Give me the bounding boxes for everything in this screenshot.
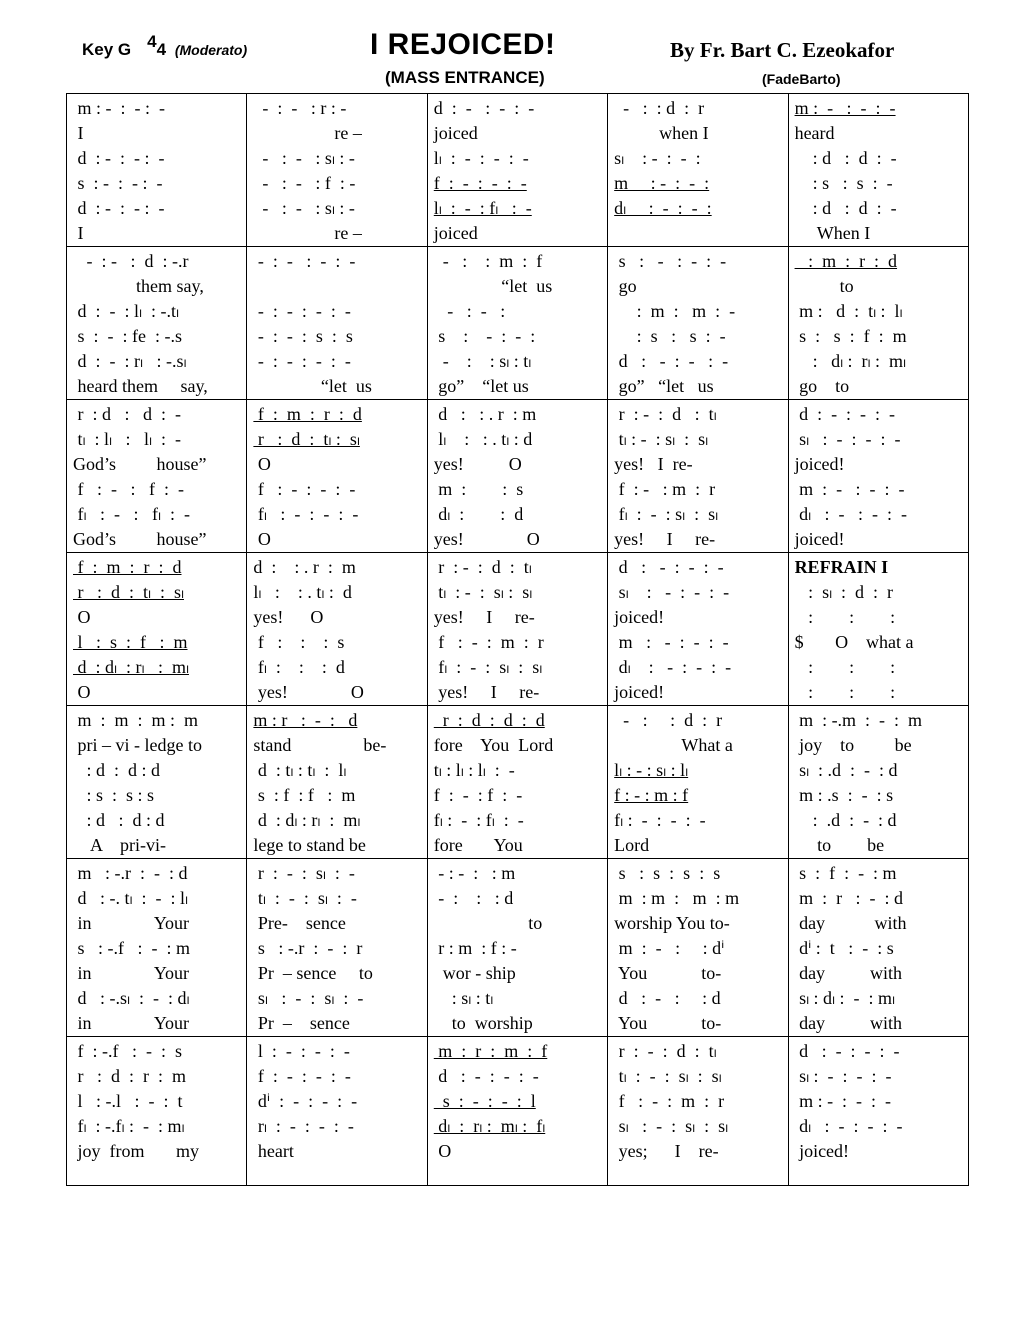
measure-cell (247, 400, 427, 553)
notation-line: Pr – sence to (253, 963, 373, 983)
notation-line: f : -.f : - : s (73, 1041, 182, 1061)
notation-line: fₗ : : : d (253, 657, 345, 677)
notation-line: fore You Lord (433, 735, 554, 755)
notation-line: - : - : (433, 301, 506, 321)
notation-line: sₗ : dₗ : - : mₗ (794, 988, 896, 1008)
notation-line: Lord (614, 835, 650, 855)
notation-line: r : - : sₗ : - (253, 863, 355, 883)
notation-line: lₗ : - : - : - (433, 148, 529, 168)
notation-line: heart (253, 1141, 294, 1161)
notation-line: in Your (73, 963, 190, 983)
notation-line: dₗ : : d (433, 504, 524, 524)
notation-line: fₗ : - : - : - (253, 504, 359, 524)
notation-line: d : - : - : - (73, 148, 165, 168)
notation-line: O (253, 454, 271, 474)
measure-cell (67, 706, 247, 859)
notation-line: O (253, 529, 271, 549)
composer-handle: (FadeBarto) (762, 71, 841, 87)
notation-line: d : - : - : - (794, 404, 896, 424)
key-signature (82, 32, 248, 60)
measure-cell (427, 859, 607, 1037)
notation-line: heard them say, (73, 376, 208, 396)
notation-line: Pr – sence (253, 1013, 350, 1033)
notation-line: f : - : m : r (614, 479, 716, 499)
notation-line: f : - : f : - (73, 479, 184, 499)
notation-line: r : m : f : - (433, 938, 517, 958)
notation-line: yes! I re- (433, 682, 540, 702)
notation-line: - : - : r : - (253, 98, 347, 118)
notation-line: r : d : d : d (433, 710, 545, 730)
notation-line: joiced! (794, 454, 845, 474)
measure-cell (67, 247, 247, 400)
notation-line: r : - : d : tₗ (614, 404, 717, 424)
measure-cell (427, 706, 607, 859)
score-row (67, 859, 969, 1037)
notation-line: l : -.l : - : t (73, 1091, 183, 1111)
score-row (67, 706, 969, 859)
notation-line: wor - ship (433, 963, 516, 983)
notation-line: m : d : tₗ : lₗ (794, 301, 903, 321)
notation-line: fₗ : - : sₗ : sₗ (433, 657, 543, 677)
notation-line: joy to be (794, 735, 912, 755)
notation-line: : : : (794, 682, 896, 702)
notation-line: f : : : s (253, 632, 345, 652)
notation-line: f : m : r : d (73, 557, 182, 577)
notation-line: d : - : - : - (614, 557, 724, 577)
notation-line: them say, (73, 276, 204, 296)
notation-line: A pri-vi- (73, 835, 166, 855)
measure-cell (247, 706, 427, 859)
notation-line: go” “let us (614, 376, 714, 396)
notation-line: s : s : f : m (794, 326, 907, 346)
notation-line: : sₗ : tₗ (433, 988, 494, 1008)
measure-cell (67, 400, 247, 553)
notation-line: dₗ : - : - : - (794, 504, 908, 524)
notation-line: m : : s (433, 479, 524, 499)
notation-line: God’s house” (73, 529, 207, 549)
notation-line: joiced! (614, 682, 665, 702)
notation-line: : d : d : - (794, 198, 897, 218)
notation-line: lege to stand be (253, 835, 366, 855)
notation-line (614, 221, 787, 246)
notation-line: s : - : - : l (433, 1091, 536, 1111)
notation-line: fₗ : - : fₗ : - (73, 504, 190, 524)
notation-line: $ O what a (794, 632, 914, 652)
measure-cell (608, 1037, 788, 1186)
notation-line: You to- (614, 1013, 722, 1033)
notation-line: : : : (794, 607, 896, 627)
notation-line: f : - : m : f (614, 785, 689, 805)
notation-line: sₗ : - : - : - (614, 582, 730, 602)
notation-line: when I (614, 123, 709, 143)
notation-line: fₗ : -.fₗ : - : mₗ (73, 1116, 185, 1136)
notation-line: : d : d : d (73, 810, 165, 830)
notation-line: fore You (433, 835, 523, 855)
score-row (67, 247, 969, 400)
notation-line: day with (794, 1013, 903, 1033)
notation-line: m : .s : - : s (794, 785, 894, 805)
measure-cell (788, 1037, 968, 1186)
notation-line: f : - : m : r (614, 1091, 725, 1111)
notation-line: day with (794, 963, 903, 983)
notation-line: - : : m : f (433, 251, 543, 271)
notation-line: m : m : m : m (73, 710, 199, 730)
notation-line: s : f : - : m (794, 863, 897, 883)
measure-cell (608, 400, 788, 553)
notation-line: f : - : - : - (433, 173, 527, 193)
notation-line: yes! O (433, 454, 522, 474)
notation-line: go” “let us (433, 376, 529, 396)
notation-line: dⁱ : - : - : - (253, 1091, 358, 1111)
measure-cell (247, 94, 427, 247)
notation-line: s : -.f : - : m (73, 938, 190, 958)
measure-cell (427, 94, 607, 247)
notation-line: in Your (73, 913, 190, 933)
notation-line: m : - : - : - (73, 98, 165, 118)
notation-line: yes! I re- (433, 607, 535, 627)
measure-cell (247, 1037, 427, 1186)
measure-cell (788, 400, 968, 553)
notation-line: : m : m : - (614, 301, 736, 321)
notation-line: f : - : m : r (433, 632, 544, 652)
notation-line: r : d : tₗ : sₗ (73, 582, 184, 602)
notation-line: tₗ : - : sₗ : - (253, 888, 357, 908)
score-row (67, 94, 969, 247)
notation-line: r : d : r : m (73, 1066, 186, 1086)
score-row (67, 400, 969, 553)
notation-line: tₗ : - : sₗ : sₗ (614, 429, 709, 449)
notation-line: “let us (253, 376, 372, 396)
notation-line: r : d : d : - (73, 404, 181, 424)
notation-line: r : - : d : tₗ (433, 557, 532, 577)
notation-line: joiced (433, 223, 478, 243)
notation-line: d : -.sₗ : - : dₗ (73, 988, 190, 1008)
notation-line: - : - : - : - (253, 301, 351, 321)
notation-line (253, 274, 426, 299)
notation-line: go to (794, 376, 850, 396)
notation-line: m : r : m : f (433, 1041, 548, 1061)
notation-line: d : - : - : - (433, 98, 535, 118)
score-grid (66, 93, 969, 1186)
notation-line: - : - : d : -.r (73, 251, 189, 271)
notation-line: heard (794, 123, 835, 143)
measure-cell (427, 1037, 607, 1186)
notation-line: lₗ : - : sₗ : lₗ (614, 760, 689, 780)
composer-credit: By Fr. Bart C. Ezeokafor (670, 38, 895, 62)
measure-cell (67, 553, 247, 706)
notation-line: r : d : tₗ : sₗ (253, 429, 360, 449)
notation-line: tₗ : - : sₗ : sₗ (614, 1066, 722, 1086)
notation-line: yes! O (433, 529, 540, 549)
measure-cell (608, 247, 788, 400)
notation-line: s : - : - : (433, 326, 536, 346)
notation-line: joiced! (794, 1141, 850, 1161)
notation-line: sₗ : - : - : - (794, 429, 901, 449)
song-title: I REJOICED! (370, 28, 556, 61)
measure-cell (427, 247, 607, 400)
song-subtitle: (MASS ENTRANCE) (385, 68, 545, 87)
notation-line: m : - : - : - (794, 98, 896, 118)
key-label: Key G (82, 40, 132, 59)
notation-line: dₗ : - : - : - (614, 657, 732, 677)
notation-line: day with (794, 913, 907, 933)
notation-line: m : - : - : - (794, 1091, 892, 1111)
notation-line: d : - : - : - (433, 1066, 539, 1086)
notation-line: “let us (433, 276, 553, 296)
notation-line: : d : d : - (794, 148, 897, 168)
notation-line: dₗ : - : - : - (794, 1116, 903, 1136)
measure-cell (608, 859, 788, 1037)
notation-line: sₗ : - : - : - (794, 1066, 892, 1086)
notation-line: d : - : lₗ : -.tₗ (73, 301, 179, 321)
measure-cell (247, 859, 427, 1037)
notation-line: fₗ : - : sₗ : sₗ (614, 504, 719, 524)
notation-line: s : - : fe : -.s (73, 326, 182, 346)
notation-line: d : - : - : - (614, 351, 729, 371)
notation-line: O (73, 607, 91, 627)
measure-cell (427, 553, 607, 706)
notation-line: dₗ : - : - : (614, 198, 712, 218)
notation-line: When I (794, 223, 871, 243)
notation-line: : sₗ : d : r (794, 582, 894, 602)
notation-line: rₗ : - : - : - (253, 1116, 354, 1136)
notation-line: to worship (433, 1013, 533, 1033)
notation-line: f : m : r : d (253, 404, 362, 424)
notation-line: fₗ : - : - : - (614, 810, 706, 830)
notation-line: What a (614, 735, 733, 755)
notation-line: O (433, 1141, 452, 1161)
notation-line: - : - : sₗ : - (253, 148, 355, 168)
notation-line: d : tₗ : tₗ : lₗ (253, 760, 347, 780)
measure-cell (608, 706, 788, 859)
score-row (67, 553, 969, 706)
score-row (67, 1037, 969, 1186)
time-signature-top: 4 (147, 32, 157, 51)
notation-line: Pre- sence (253, 913, 346, 933)
notation-line: l : - : - : - (253, 1041, 350, 1061)
notation-line: m : - : - : - (614, 632, 729, 652)
notation-line: sₗ : - : sₗ : sₗ (614, 1116, 729, 1136)
notation-line: f : - : - : - (253, 479, 356, 499)
notation-line: - : - : sₗ : - (253, 198, 355, 218)
notation-line: to be (794, 835, 885, 855)
notation-line: fₗ : - : fₗ : - (433, 810, 524, 830)
notation-line: - : - : : m (433, 863, 516, 883)
notation-line: joiced! (614, 607, 665, 627)
notation-line: - : : : d (433, 888, 514, 908)
notation-line: lₗ : - : fₗ : - (433, 198, 532, 218)
notation-line: m : m : m : m (614, 888, 740, 908)
notation-line: d : -. tₗ : - : lₗ (73, 888, 188, 908)
notation-line: to (433, 913, 543, 933)
notation-line: re – (253, 123, 362, 143)
notation-line: m : r : - : d (253, 710, 358, 730)
notation-line: s : - : - : - (73, 173, 163, 193)
notation-line: s : f : f : m (253, 785, 356, 805)
notation-line: tₗ : - : sₗ : sₗ (433, 582, 533, 602)
notation-line: sₗ : .d : - : d (794, 760, 898, 780)
notation-line: d : dₗ : rₗ : mₗ (73, 657, 189, 677)
notation-line: - : : sₗ : tₗ (433, 351, 532, 371)
notation-line: - : - : - : - (253, 251, 356, 271)
notation-line: s : -.r : - : r (253, 938, 363, 958)
notation-line: I (73, 223, 84, 243)
measure-cell (788, 94, 968, 247)
measure-cell (788, 553, 968, 706)
notation-line: : d : d : d (73, 760, 161, 780)
measure-cell (788, 247, 968, 400)
notation-line: re – (253, 223, 362, 243)
notation-line: - : : d : r (614, 98, 705, 118)
notation-line: tₗ : lₗ : lₗ : - (73, 429, 181, 449)
notation-line: : s : s : - (614, 326, 726, 346)
measure-cell (67, 859, 247, 1037)
notation-line: m : - : : dⁱ (614, 938, 725, 958)
time-signature-bottom: 4 (156, 40, 167, 59)
measure-cell (67, 94, 247, 247)
notation-line: lₗ : : . tₗ : d (253, 582, 352, 602)
notation-line: tₗ : lₗ : lₗ : - (433, 760, 515, 780)
notation-line: : dₗ : rₗ : mₗ (794, 351, 907, 371)
notation-line: O (73, 682, 91, 702)
notation-line: You to- (614, 963, 722, 983)
notation-line: m : - : - : (614, 173, 710, 193)
measure-cell (788, 859, 968, 1037)
notation-line: f : - : - : - (253, 1066, 351, 1086)
notation-line: d : : . r : m (433, 404, 537, 424)
measure-cell (788, 706, 968, 859)
notation-line: m : -.m : - : m (794, 710, 923, 730)
notation-line: God’s house” (73, 454, 207, 474)
notation-line: yes! O (253, 607, 324, 627)
notation-line: - : : d : r (614, 710, 723, 730)
notation-line: yes! I re- (614, 454, 693, 474)
notation-line: pri – vi - ledge to (73, 735, 202, 755)
notation-line: m : r : - : d (794, 888, 904, 908)
notation-line: joiced (433, 123, 478, 143)
notation-line: m : -.r : - : d (73, 863, 188, 883)
notation-line: yes! O (253, 682, 364, 702)
notation-line: lₗ : : . tₗ : d (433, 429, 533, 449)
notation-line: I (73, 123, 84, 143)
notation-line: - : - : s : s (253, 326, 353, 346)
notation-line: d : : . r : m (253, 557, 356, 577)
notation-line: : m : r : d (794, 251, 898, 271)
notation-line: d : - : - : - (794, 1041, 900, 1061)
notation-line: sₗ : - : - : (614, 148, 701, 168)
measure-cell (427, 400, 607, 553)
notation-line: - : - : - : - (253, 351, 351, 371)
notation-line: d : dₗ : rₗ : mₗ (253, 810, 361, 830)
notation-line: stand be- (253, 735, 387, 755)
measure-cell (608, 94, 788, 247)
measure-cell (67, 1037, 247, 1186)
notation-line: REFRAIN I (794, 557, 889, 577)
notation-line: dⁱ : t : - : s (794, 938, 894, 958)
notation-line: joiced! (794, 529, 845, 549)
notation-line: d : - : : d (614, 988, 721, 1008)
notation-line: yes; I re- (614, 1141, 719, 1161)
notation-line: : s : s : - (794, 173, 893, 193)
measure-cell (247, 553, 427, 706)
notation-line: joy from my (73, 1141, 199, 1161)
notation-line: go (614, 276, 637, 296)
notation-line: sₗ : - : sₗ : - (253, 988, 364, 1008)
notation-line: s : s : s : s (614, 863, 721, 883)
notation-line: yes! I re- (614, 529, 716, 549)
notation-line: worship You to- (614, 913, 730, 933)
notation-line: to (794, 276, 854, 296)
notation-line: : s : s : s (73, 785, 155, 805)
measure-cell (247, 247, 427, 400)
notation-line: dₗ : rₗ : mₗ : fₗ (433, 1116, 546, 1136)
tempo-marking: (Moderato) (174, 42, 248, 58)
measure-cell (608, 553, 788, 706)
notation-line: d : - : rₗ : -.sₗ (73, 351, 187, 371)
notation-line: f : - : f : - (433, 785, 523, 805)
notation-line: in Your (73, 1013, 190, 1033)
notation-line: l : s : f : m (73, 632, 188, 652)
notation-line: : .d : - : d (794, 810, 897, 830)
notation-line: d : - : - : - (73, 198, 165, 218)
notation-line: r : - : d : tₗ (614, 1041, 717, 1061)
notation-line: : : : (794, 657, 896, 677)
notation-line: - : - : f : - (253, 173, 356, 193)
notation-line: s : - : - : - (614, 251, 727, 271)
notation-line: m : - : - : - (794, 479, 905, 499)
